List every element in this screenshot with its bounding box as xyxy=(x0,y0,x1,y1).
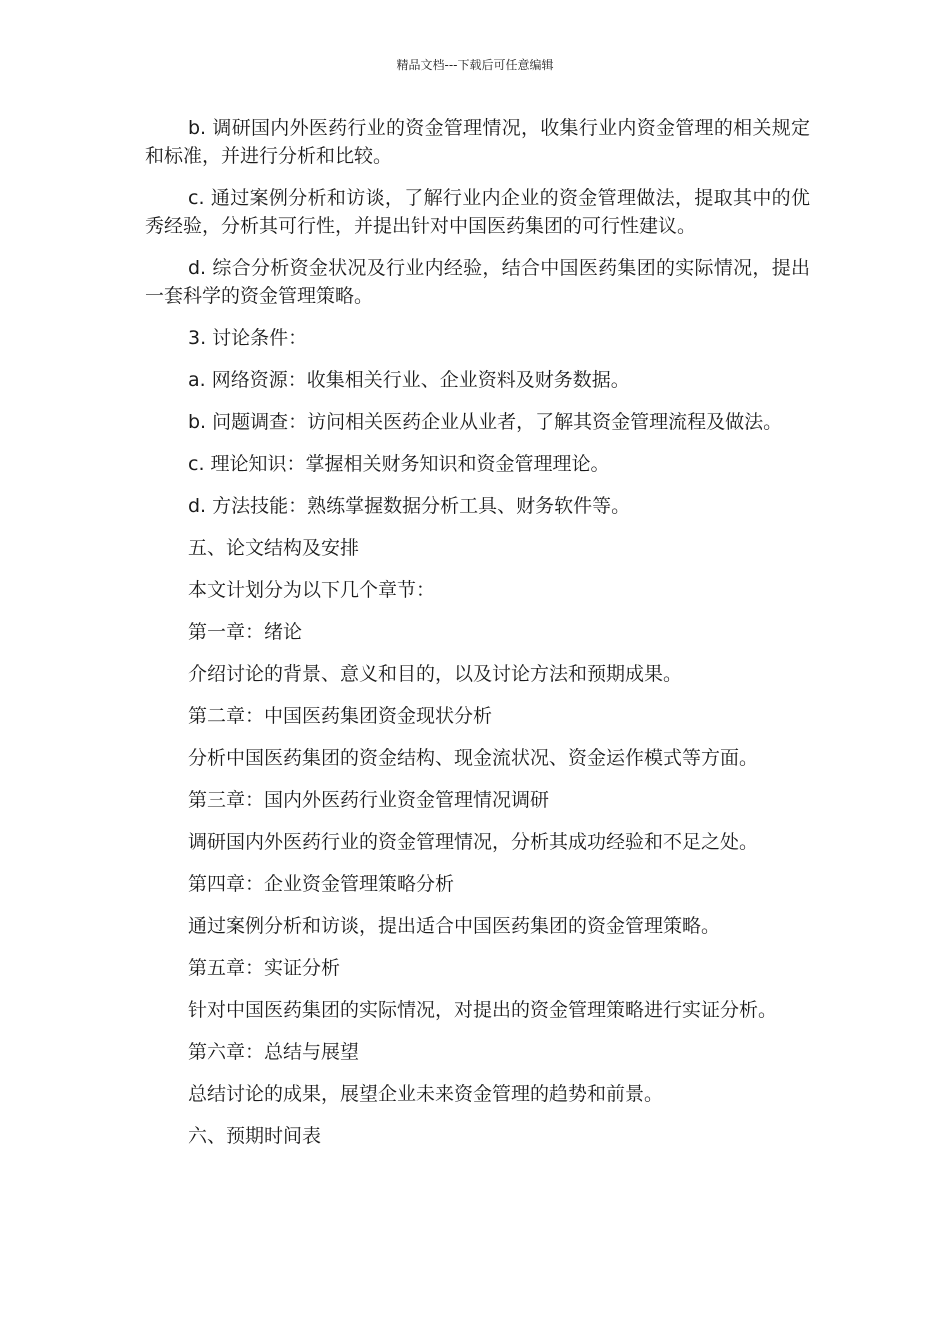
chapter-title-4: 第四章：企业资金管理策略分析 xyxy=(188,873,455,895)
page-header: 精品文档---下载后可任意编辑 xyxy=(396,58,554,72)
document-body xyxy=(145,114,810,1164)
chapter-title-2: 第二章：中国医药集团资金现状分析 xyxy=(188,705,493,727)
section-heading-discussion-conditions: 3. 讨论条件： xyxy=(188,327,308,349)
chapter-title-1: 第一章：绪论 xyxy=(188,621,303,643)
paragraph-survey: b. 问题调查：访问相关医药企业从业者，了解其资金管理流程及做法。 xyxy=(188,411,783,433)
paragraph-theory: c. 理论知识：掌握相关财务知识和资金管理理论。 xyxy=(188,453,610,475)
paragraph-comprehensive-analysis: d. 综合分析资金状况及行业内经验，结合中国医药集团的实际情况，提出一套科学的资金管理策略。 xyxy=(145,257,810,307)
chapter-desc-1: 介绍讨论的背景、意义和目的，以及讨论方法和预期成果。 xyxy=(188,663,683,685)
chapter-title-6: 第六章：总结与展望 xyxy=(188,1041,360,1063)
paragraph-chapter-plan: 本文计划分为以下几个章节： xyxy=(188,579,436,601)
paragraph-network-resources: a. 网络资源：收集相关行业、企业资料及财务数据。 xyxy=(188,369,630,391)
section-heading-structure: 五、论文结构及安排 xyxy=(188,537,360,559)
chapter-desc-3: 调研国内外医药行业的资金管理情况，分析其成功经验和不足之处。 xyxy=(188,831,759,853)
paragraph-case-analysis: c. 通过案例分析和访谈，了解行业内企业的资金管理做法，提取其中的优秀经验，分析其可行性，并提出针对中国医药集团的可行性建议。 xyxy=(145,187,810,237)
chapter-title-3: 第三章：国内外医药行业资金管理情况调研 xyxy=(188,789,550,811)
chapter-desc-2: 分析中国医药集团的资金结构、现金流状况、资金运作模式等方面。 xyxy=(188,747,759,769)
chapter-desc-5: 针对中国医药集团的实际情况，对提出的资金管理策略进行实证分析。 xyxy=(188,999,778,1021)
paragraph-skills: d. 方法技能：熟练掌握数据分析工具、财务软件等。 xyxy=(188,495,631,517)
chapter-title-5: 第五章：实证分析 xyxy=(188,957,341,979)
paragraph-research-industry: b. 调研国内外医药行业的资金管理情况，收集行业内资金管理的相关规定和标准，并进行分析和比较。 xyxy=(145,117,810,167)
section-heading-timeline: 六、预期时间表 xyxy=(188,1125,322,1147)
chapter-desc-4: 通过案例分析和访谈，提出适合中国医药集团的资金管理策略。 xyxy=(188,915,721,937)
chapter-desc-6: 总结讨论的成果，展望企业未来资金管理的趋势和前景。 xyxy=(188,1083,664,1105)
